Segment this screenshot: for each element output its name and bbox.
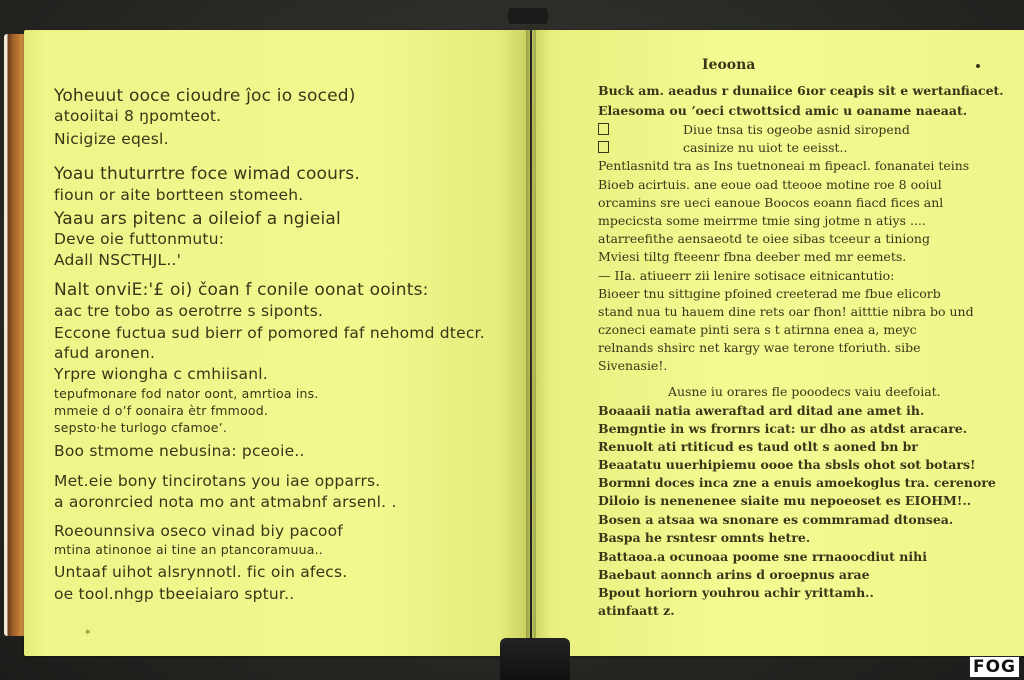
right-line: Renuolt ati rtiticud es taud otlt s aoned bn br (598, 439, 918, 454)
left-line: Yoau thuturrtre foce wimad coours. (54, 164, 360, 184)
right-line: Elaesoma ou ʼoeci ctwottsicd amic u oaname naeaat. (598, 103, 968, 118)
right-line: Beaatatu uuerhipiemu oooe tha sbsls ohot sot botars! (598, 457, 976, 472)
right-line: Bormni doces inca zne a enuis amoekoglus tra. cerenore (598, 475, 996, 490)
right-line (598, 141, 848, 155)
right-line: stand nua tu hauem dine rets oar fhon! aitttie nibra bo und (598, 304, 974, 319)
right-line: Mviesi tiltg fteeenr fbna deeber med mr eemets. (598, 249, 907, 264)
left-line: fioun or aite bortteen stomeeh. (54, 186, 304, 204)
checkbox-icon (598, 123, 609, 135)
left-line: mmeie d oʼf oonaira ètr fmmood. (54, 403, 269, 418)
right-line: Baspa he rsntesr omnts hetre. (598, 530, 811, 545)
right-line: Buck am. aeadus r dunaiice 6ıor ceapis sit e wertanfiacet. (598, 83, 1004, 98)
page-mark-icon: ✶ (84, 628, 92, 638)
left-line: Adall NSCTHJL..' (54, 251, 182, 269)
left-line: Untaaf uihot alsrynnotl. fic oin afecs. (54, 563, 348, 581)
left-line: Boo stmome nebusina: pceoie.. (54, 442, 305, 460)
left-line: a aoronrcied nota mo ant atmabnf arsenl. . (54, 493, 397, 511)
right-page-heading: Ieoona (702, 57, 756, 73)
watermark-logo: FOG (969, 656, 1020, 678)
open-book (2, 14, 1024, 646)
left-line: mtina atinonoe ai tine an ptancoramuua.. (54, 542, 323, 557)
right-line: mpecicsta some meirrme tmie sing jotme n atiys .... (598, 213, 926, 228)
left-line: Nalt onviE:'£ oi) čoan f conile oonat ooints: (54, 280, 429, 300)
left-line: Met.eie bony tincirotans you iae opparrs. (54, 472, 381, 490)
left-line: Yaau ars pitenc a oileiof a ngieial (54, 209, 341, 229)
page-dot-icon (976, 64, 980, 68)
right-line-text: Diue tnsa tis ogeobe asnid siropend (683, 122, 910, 137)
book-stand (500, 638, 570, 680)
right-line: Ausne iu orares fle pooodecs vaiu deefoiat. (668, 384, 941, 399)
right-line: Bemgntie in ws frornrs icat: ur dho as atdst aracare. (598, 421, 968, 436)
right-line: — IIa. atiueerr zii lenire sotisace eitnicantutio: (598, 268, 895, 283)
right-line-text: casinize nu uiot te eeisst.. (683, 140, 848, 155)
left-line: afud aronen. (54, 344, 156, 362)
book-gutter (526, 30, 536, 656)
right-line: atinfaatt z. (598, 603, 675, 618)
left-line: Eccone fuctua sud bierr of pomorɐd faf nehomd dtecr. (54, 324, 485, 342)
left-line: Yoheuut ooce cioudre ĵoc io soced) (54, 86, 356, 106)
left-line: Nicigize eqesl. (54, 130, 169, 148)
right-line: Bpout horiorn youhrou achir yrittamh.. (598, 585, 874, 600)
left-line: atooiitai 8 ŋpomteot. (54, 107, 222, 125)
right-line: Diloio is nenenenee siaite mu nepoeoset es EIOHM!.. (598, 493, 972, 508)
left-line: Roeounnsiva oseco vinad biy pacoof (54, 522, 343, 540)
right-line: orcamins sre ueci eanoue Boocos eoann fiacd fices anl (598, 195, 944, 210)
right-line: Boaaaii natia aweraftad ard ditad ane amet ih. (598, 403, 925, 418)
left-line: Yrpre wiongha c cmhiisanl. (54, 365, 268, 383)
right-line: czoneci eamate pinti sera s t atirnna enea a, meyc (598, 322, 917, 337)
right-line: Bioeb acirtuis. ane eoue oad tteooe motine roe 8 ooiul (598, 177, 942, 192)
left-line: oe tool.nhgp tbeeiaiaro sptur.. (54, 585, 295, 603)
left-line: Deve oie futtonmutu: (54, 230, 225, 248)
left-line: sepsto·he turlogo cfamoeʼ. (54, 420, 227, 435)
left-line: tepufmonare fod nator oont, amrtioa ins. (54, 386, 319, 401)
right-line (598, 123, 910, 137)
right-line: Pentlasnitd tra as Ins tuetnoneai m fipeacl. fonanatei teins (598, 158, 970, 173)
right-line: Sivenasie!. (598, 358, 668, 373)
right-line: Bosen a atsaa wa snonare es commramad dtonsea. (598, 512, 954, 527)
left-line: aac tre tobo as oerotrre s siponts. (54, 302, 324, 320)
checkbox-icon (598, 141, 609, 153)
right-page (532, 30, 1024, 656)
right-line: relnands shsirc net kargy wae terone tforiuth. sibe (598, 340, 921, 355)
right-line: Baebaut aonnch arins d oroepnus arae (598, 567, 870, 582)
left-page (24, 30, 530, 656)
right-line: Bioeer tnu sittıgine pfoined creeterad me fbue elicorb (598, 286, 941, 301)
right-line: atarreefithe aensaeotd te oiee sibas tceeur a tiniong (598, 231, 930, 246)
right-line: Battaoa.a ocunoaa poome sne rrnaoocdiut nihi (598, 549, 927, 564)
book-clip (508, 8, 548, 24)
